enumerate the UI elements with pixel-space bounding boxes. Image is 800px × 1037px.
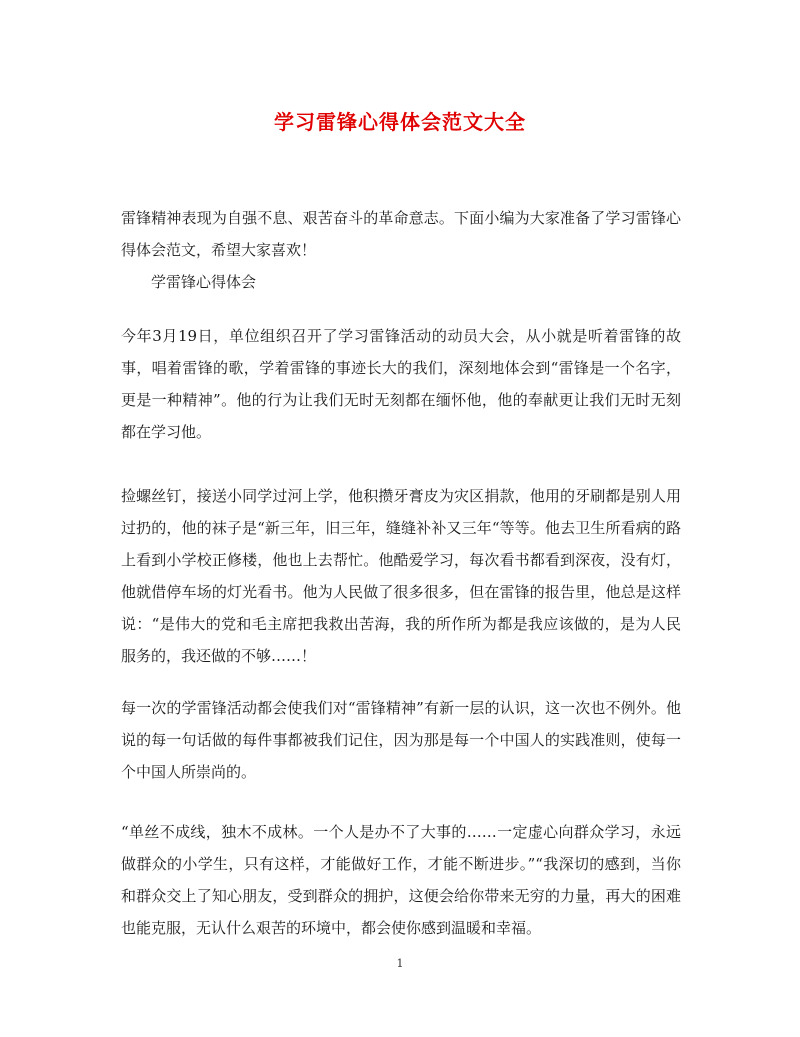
body-paragraph-2: 捡螺丝钉，接送小同学过河上学，他积攒牙膏皮为灾区捐款，他用的牙刷都是别人用过扔的，他的袜子是“新三年，旧三年，缝缝补补又三年“等等。他去卫生所看病的路上看到小学校正修楼，他也上去帮忙。他酷爱学习，每次看书都看到深夜，没有灯，他就借停车场的灯光看书。他为人民做了很多很多，但在雷锋的报告里，他总是这样说：“是伟大的党和毛主席把我救出苦海，我的所作所为都是我应该做的，是为人民服务的，我还做的不够……！ [121, 487, 681, 665]
page-number: 1 [396, 957, 404, 970]
body-paragraph-4: “单丝不成线，独木不成林。一个人是办不了大事的……一定虚心向群众学习，永远做群众的小学生，只有这样，才能做好工作，才能不断进步。”“我深切的感到，当你和群众交上了知心朋友，受到群众的拥护，这便会给你带来无穷的力量，再大的困难也能克服，无认什么艰苦的环境中，都会使你感到温暖和幸福。 [121, 823, 681, 937]
intro-paragraph: 雷锋精神表现为自强不息、艰苦奋斗的革命意志。下面小编为大家准备了学习雷锋心得体会范文，希望大家喜欢！ [121, 209, 681, 259]
section-subtitle: 学雷锋心得体会 [151, 273, 257, 291]
body-paragraph-1: 今年3月19日，单位组织召开了学习雷锋活动的动员大会，从小就是听着雷锋的故事，唱着雷锋的歌，学着雷锋的事迹长大的我们，深刻地体会到“雷锋是一个名字，更是一种精神”。他的行为让我们无时无刻都在缅怀他，他的奉献更让我们无时无刻都在学习他。 [121, 327, 681, 441]
body-paragraph-3: 每一次的学雷锋活动都会使我们对“雷锋精神”有新一层的认识，这一次也不例外。他说的每一句话做的每件事都被我们记住，因为那是每一个中国人的实践准则，使每一个中国人所崇尚的。 [121, 699, 681, 781]
document-title: 学习雷锋心得体会范文大全 [274, 110, 526, 134]
